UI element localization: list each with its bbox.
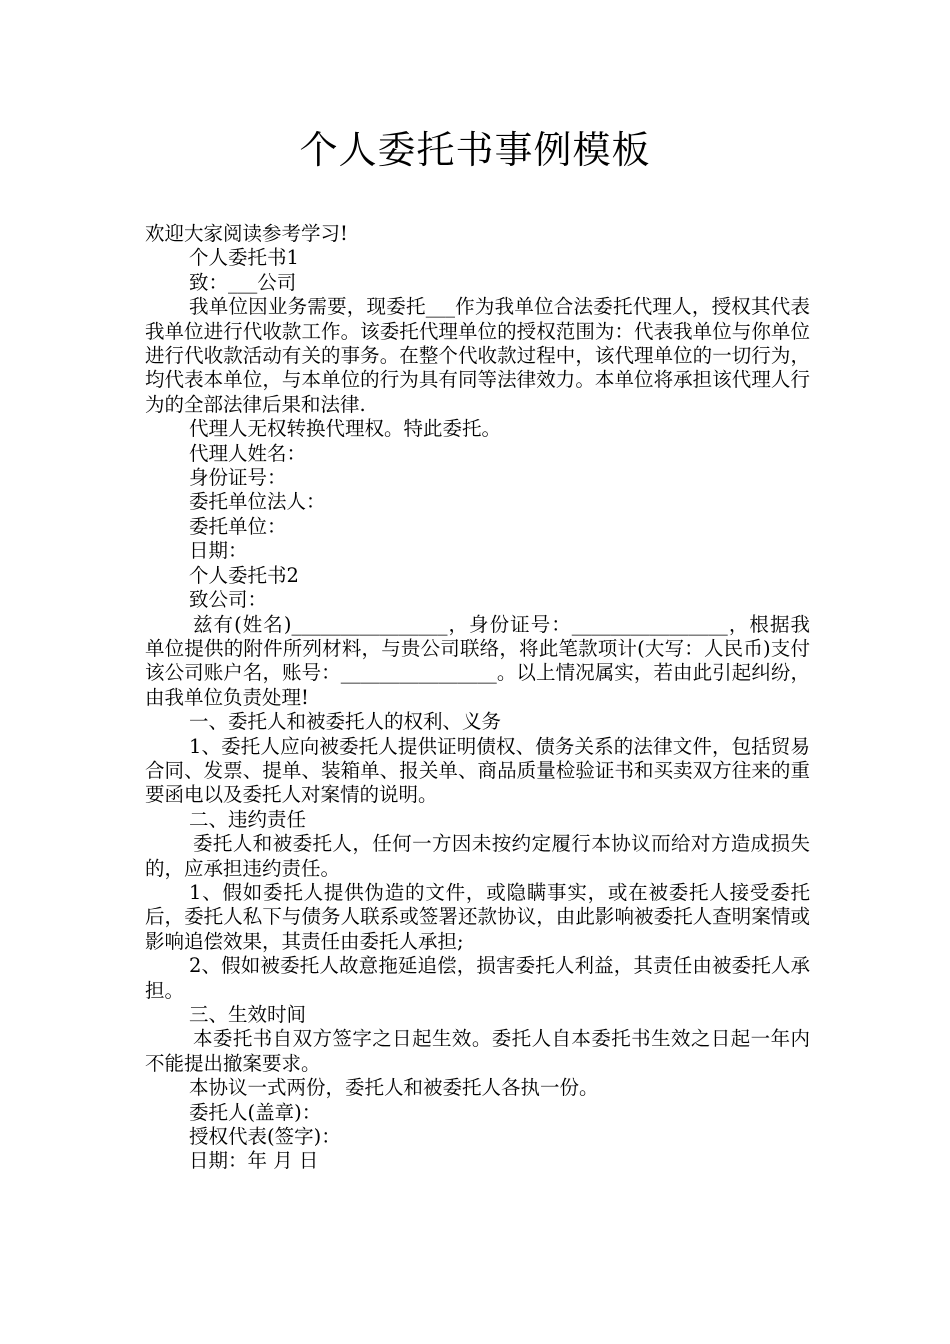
paragraph: 本委托书自双方签字之日起生效。委托人自本委托书生效之日起一年内不能提出撤案要求。 [145,1027,810,1075]
paragraph: 1、假如委托人提供伪造的文件，或隐瞒事实，或在被委托人接受委托后，委托人私下与债务人联系或签署还款协议，由此影响被委托人查明案情或影响追偿效果，其责任由委托人承担; [145,880,810,953]
paragraph: 欢迎大家阅读参考学习! [145,222,348,245]
paragraph: 个人委托书2 [189,563,299,587]
paragraph: 委托单位： [189,514,287,538]
paragraph: 二、违约责任 [189,807,307,831]
paragraph: 代理人无权转换代理权。特此委托。 [189,417,502,441]
paragraph: 我单位因业务需要，现委托___作为我单位合法委托代理人，授权其代表我单位进行代收款工作。该委托代理单位的授权范围为：代表我单位与你单位进行代收款活动有关的事务。在整个代收款过程中，该代理单位的一切行为，均代表本单位，与本单位的行为具有同等法律效力。本单位将承担该代理人行为的全部法律后果和法律. [145,295,810,416]
paragraph: 身份证号： [189,466,287,490]
paragraph: 一、委托人和被委托人的权利、义务 [189,710,502,734]
paragraph: 日期：年 月 日 [189,1149,319,1173]
paragraph: 1、委托人应向被委托人提供证明债权、债务关系的法律文件，包括贸易合同、发票、提单、装箱单、报关单、商品质量检验证书和买卖双方往来的重要函电以及委托人对案情的说明。 [145,734,810,807]
paragraph: 授权代表(签字)： [189,1125,341,1149]
paragraph: 兹有(姓名)________________，身份证号：________________，根据我单位提供的附件所列材料，与贵公司联络，将此笔款项计(大写：人民币)支付该公司账户名，账号：________________。以上情况属实，若由此引起纠纷，由我单位负责处理! [145,612,810,709]
paragraph: 委托人和被委托人，任何一方因未按约定履行本协议而给对方造成损失的，应承担违约责任。 [145,832,810,880]
paragraph: 代理人姓名： [189,441,307,465]
paragraph: 日期： [189,539,248,563]
paragraph: 2、假如被委托人故意拖延追偿，损害委托人利益，其责任由被委托人承担。 [145,954,810,1002]
document-title: 个人委托书事例模板 [299,128,651,172]
paragraph: 委托单位法人： [189,490,326,514]
document-body [145,222,810,1174]
paragraph: 个人委托书1 [189,246,299,270]
paragraph: 致公司： [189,588,268,612]
paragraph: 三、生效时间 [189,1003,307,1026]
paragraph: 致：___公司 [189,270,297,294]
paragraph: 本协议一式两份，委托人和被委托人各执一份。 [189,1076,599,1100]
paragraph: 委托人(盖章)： [189,1100,322,1124]
